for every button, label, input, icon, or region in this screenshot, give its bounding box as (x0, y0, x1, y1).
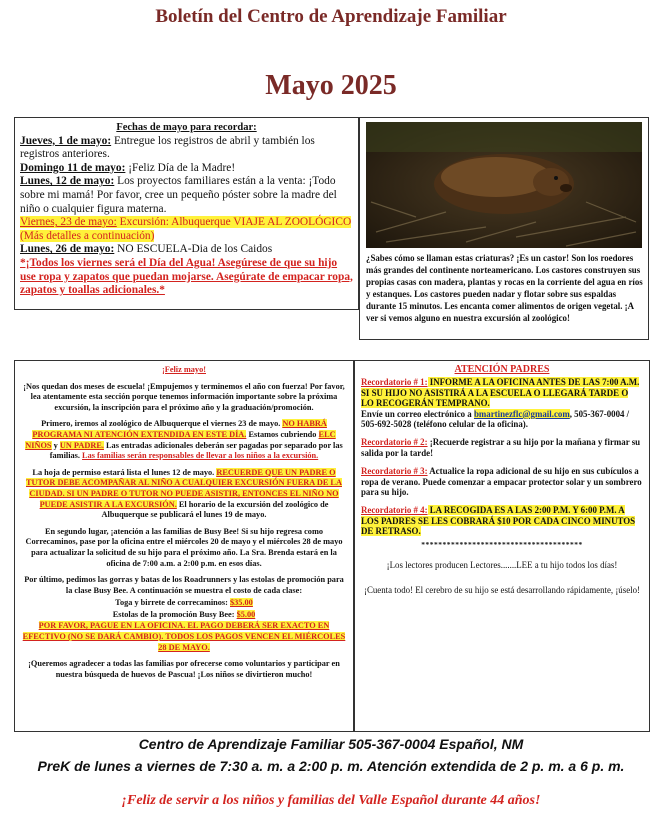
date-text: Excursión: Albuquerque VIAJE AL ZOOLÓGICO (Más detalles a continuación) (20, 216, 352, 242)
dates-box (14, 117, 359, 310)
zoo-paragraph (21, 419, 347, 461)
family-responsibility-note: Las familias serán responsables de llevar a los niños a la excursión. (82, 451, 319, 461)
date-item (20, 243, 353, 257)
date-label: Jueves, 1 de mayo: (20, 134, 112, 147)
date-item (20, 175, 353, 216)
cost-label: Estolas de la promoción Busy Bee: (112, 609, 237, 619)
reminder-label: Recordatorio # 2: (361, 437, 428, 448)
water-day-note: *¡Todos los viernes será el Día del Agua! Asegúrese de que su hijo use ropa y zapatos que puedan mojarse. Asegúrate de empacar ropa, zapatos y toallas adicionales.* (20, 256, 353, 297)
email-prefix: Envíe un correo electrónico a (361, 408, 474, 419)
reminder-label: Recordatorio # 4: (361, 505, 428, 516)
reading-note: ¡Los lectores producen Lectores.......LEE a tu hijo todos los días! (386, 560, 618, 571)
date-item (20, 162, 353, 176)
reminder-text: ¡Recuerde registrar a su hijo por la mañana y firmar su salida por la tarde! (361, 437, 641, 458)
date-text: NO ESCUELA-Dia de los Caidos (114, 243, 273, 256)
date-text: Entregue los registros de abril y también los registros anteriores. (20, 134, 315, 161)
cost-line (21, 598, 347, 609)
reminder-3 (361, 466, 643, 497)
reminder-1 (361, 377, 643, 429)
intro-paragraph: ¡Nos quedan dos meses de escuela! ¡Empujemos y terminemos el año con fuerza! Por favor, lea atentamente esta sección porque tenemos información importante sobre la próxima excursión, la inscripción para el próximo año y la graduación/promoción. (23, 381, 345, 412)
zoo-text: Las entradas adicionales deberán ser pagadas por separado por las familias. (49, 440, 343, 461)
feliz-mayo-box (14, 360, 354, 732)
reminder-text: Actualice la ropa adicional de su hijo en sus cubículos a ropa de verano. Puede comenzar a empacar protector solar y un sombrero para su hijo. (361, 466, 642, 498)
star-divider: ************************************** (421, 539, 583, 549)
elc-kids-note: ELC NIÑOS (25, 429, 336, 450)
pay-note-text: POR FAVOR, PAGUE EN LA OFICINA. EL PAGO DEBERÁ SER EXACTO EN EFECTIVO (NO SE DARÁ CAMBIO). TODOS LOS PAGOS VENCEN EL MIÉRCOLES 28 DE MAYO. (22, 621, 346, 652)
footer-hours: PreK de lunes a viernes de 7:30 a. m. a 2:00 p. m. Atención extendida de 2 p. m. a 6 p. m. (37, 758, 625, 774)
footer-tagline: ¡Feliz de servir a los niños y familias del Valle Español durante 44 años! (121, 793, 541, 808)
busy-bee-paragraph: En segundo lugar, ¡atención a las familias de Busy Bee! Si su hijo regresa como Correcaminos, pase por la oficina entre el miércoles 20 de mayo y el miércoles 28 de mayo para actualizar la solicitud de su hijo para el próximo año. La Sra. Brenda estará en la oficina de 7:00 a.m. a 2:00 p.m. en esos días. (25, 526, 343, 568)
date-label: Lunes, 12 de mayo: (20, 175, 115, 188)
brain-note: ¡Cuenta todo! El cerebro de su hijo se está desarrollando rápidamente, ¡úselo! (363, 584, 640, 595)
footer-contact: Centro de Aprendizaje Familiar 505-367-0004 Español, NM (138, 736, 524, 752)
reminder-4 (361, 505, 643, 536)
dates-heading: Fechas de mayo para recordar: (116, 122, 257, 133)
permission-text: El horario de la excursión del zoológico de Albuquerque se publicará el lunes 19 de mayo. (101, 499, 329, 520)
permission-paragraph (21, 468, 347, 521)
feliz-mayo-heading: ¡Feliz mayo! (161, 365, 206, 374)
office-email-link[interactable]: bmartinezflc@gmail.com (473, 408, 570, 419)
permission-text: La hoja de permiso estará lista el lunes 12 de mayo. (32, 467, 217, 477)
cost-line (21, 610, 347, 621)
zoo-text: Estamos cubriendo (246, 429, 319, 439)
date-label: Viernes, 23 de mayo: (20, 216, 117, 229)
date-text: Los proyectos familiares están a la venta: ¡Todo sobre mi mamá! Por favor, cree un pequeño póster sobre la madre del niño o cualquier figura materna. (20, 175, 337, 215)
zoo-text: y (51, 440, 60, 450)
zoo-text: Primero, iremos al zoológico de Albuquerque el viernes 23 de mayo. (41, 419, 283, 429)
reminder-4-highlight: LA RECOGIDA ES A LAS 2:00 P.M. Y 6:00 P.M. A LOS PADRES SE LES COBRARÁ $10 POR CADA CINCO MINUTOS DE RETRASO. (361, 505, 636, 537)
reminder-label: Recordatorio # 1: (361, 377, 428, 388)
pay-note (21, 621, 347, 653)
gowns-text: Por último, pedimos las gorras y batas de los Roadrunners y las estolas de promoción para la clase Busy Bee. A continuación se muestra el costo de cada clase: (24, 575, 344, 595)
beaver-box (359, 117, 649, 340)
beaver-photo (366, 122, 642, 248)
attention-parents-box (354, 360, 650, 732)
cost-label: Toga y birrete de correcaminos: (115, 598, 230, 608)
cost-price: $35.00 (230, 598, 253, 608)
month-title: Mayo 2025 (265, 70, 397, 101)
date-label: Domingo 11 de mayo: (20, 161, 126, 174)
reminder-1-highlight: INFORME A LA OFICINA ANTES DE LAS 7:00 A.M. SI SU HIJO NO ASISTIRÁ A LA ESCUELA O LLEGARÁ TARDE O LO RECOGERÁN TEMPRANO. (361, 377, 640, 409)
reminder-2 (361, 437, 643, 458)
reminder-label: Recordatorio # 3: (361, 466, 428, 477)
no-program-note: NO HABRÁ PROGRAMA NI ATENCIÓN EXTENDIDA EN ESTE DÍA. (32, 419, 327, 439)
beaver-text: ¿Sabes cómo se llaman estas criaturas? ¡Es un castor! Son los roedores más grandes del continente norteamericano. Los castores construyen sus propias casas con madera, plantas y rocas en la corriente del agua en ríos y estanques. Los castores pueden nadar y flotar sobre sus espaldas durante 15 minutos. Les encanta comer alimentos de origen vegetal. ¡A ver si vemos alguno en nuestra excursión al zoológico! (366, 253, 643, 324)
date-item (20, 135, 353, 162)
date-label: Lunes, 26 de mayo: (20, 243, 115, 256)
office-phone: , 505-367-0004 / 505-692-5028 (teléfono celular de la oficina). (361, 408, 630, 430)
attention-heading: ATENCIÓN PADRES (454, 364, 550, 375)
newsletter-title: Boletín del Centro de Aprendizaje Familiar (155, 6, 507, 27)
date-text: ¡Feliz Día de la Madre! (125, 161, 236, 174)
gowns-paragraph (21, 575, 347, 596)
thanks-paragraph: ¡Queremos agradecer a todas las familias por ofrecerse como voluntarios y participar en nuestra búsqueda de huevos de Pascua! ¡Los niños se divirtieron mucho! (28, 659, 340, 679)
date-item (20, 216, 353, 243)
parent-must-accompany-note: RECUERDE QUE UN PADRE O TUTOR DEBE ACOMPAÑAR AL NIÑO A CUALQUIER EXCURSIÓN FUERA DE LA CIUDAD. SI UN PADRE O TUTOR NO PUEDE ASISTIR, ENTONCES EL NIÑO NO PUEDE ASISTIR A LA EXCURSIÓN. (26, 467, 342, 509)
one-parent-note: UN PADRE. (59, 440, 104, 450)
cost-price: $5.00 (236, 609, 256, 619)
